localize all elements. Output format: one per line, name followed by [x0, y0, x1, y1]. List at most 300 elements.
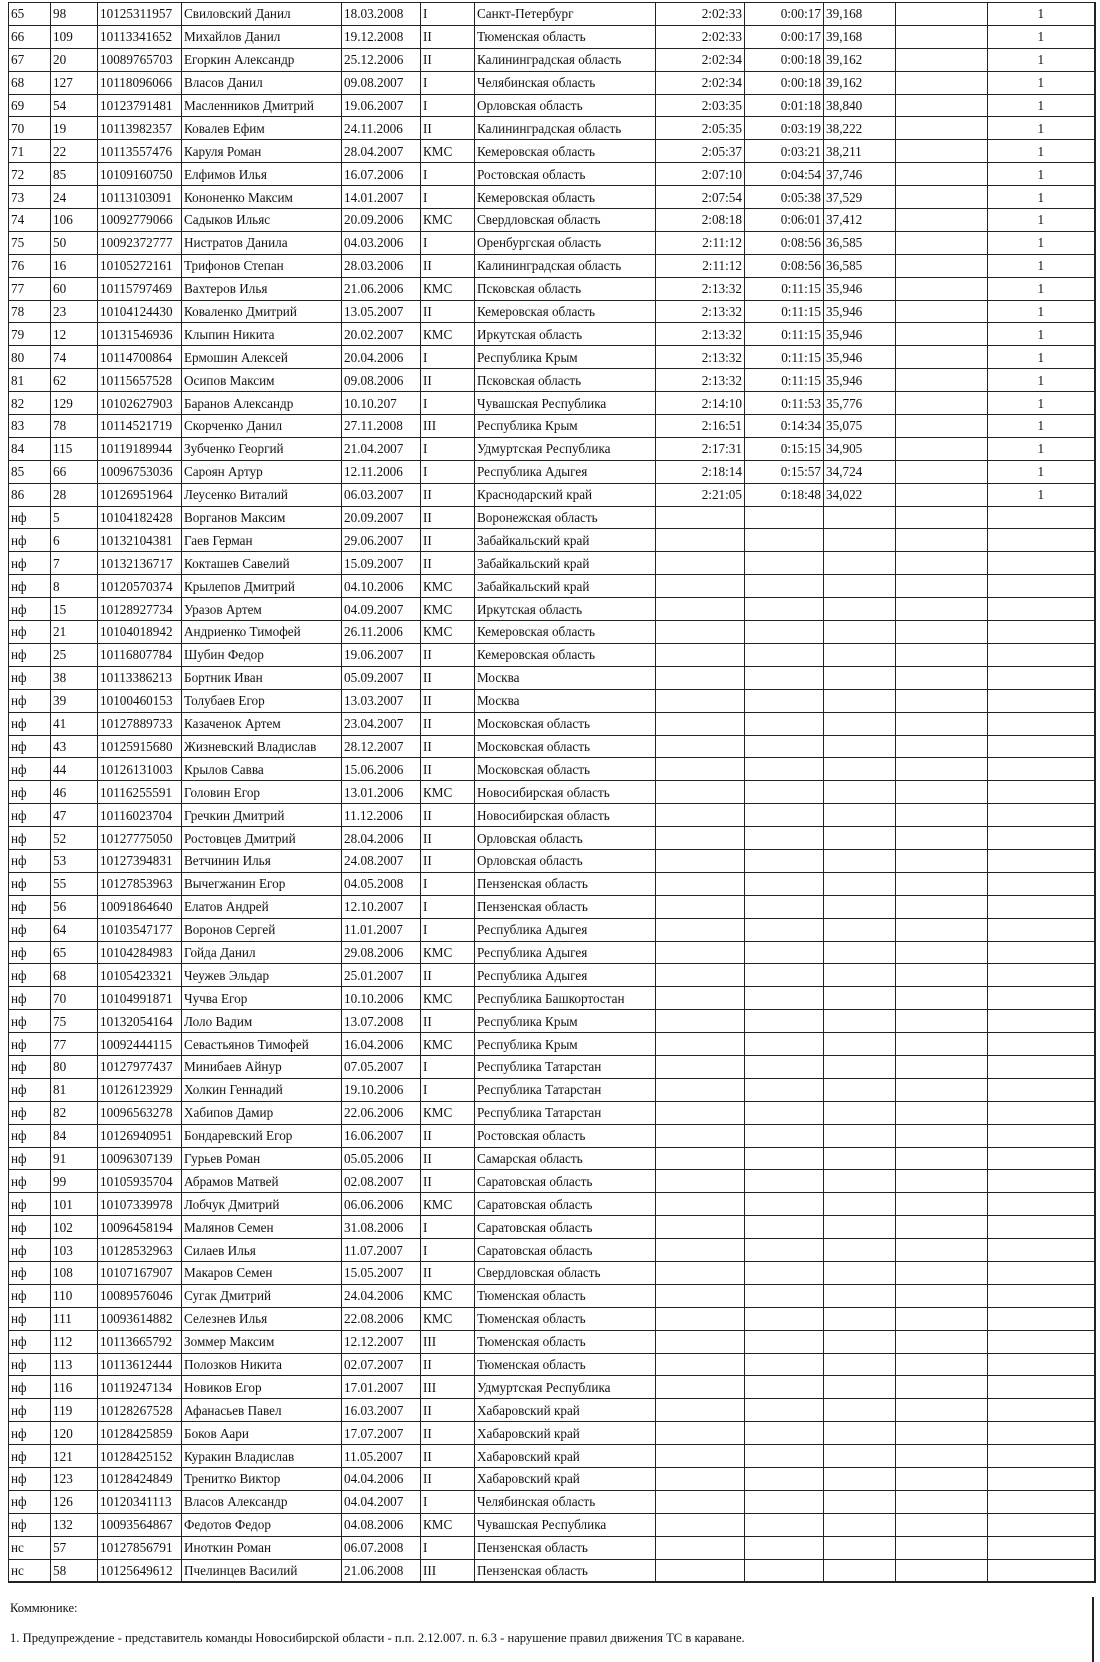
- cell-place: нф: [9, 964, 51, 987]
- table-row: [9, 460, 1095, 483]
- cell-points: 1: [988, 163, 1095, 186]
- cell-points: [988, 1422, 1095, 1445]
- cell-region: Республика Крым: [475, 415, 656, 438]
- cell-region: Тюменская область: [475, 1307, 656, 1330]
- cell-empty: [896, 392, 988, 415]
- cell-place: нф: [9, 1055, 51, 1078]
- cell-bib: 82: [51, 1101, 98, 1124]
- cell-time: [656, 827, 745, 850]
- cell-gap: 0:06:01: [745, 209, 824, 232]
- cell-empty: [896, 941, 988, 964]
- cell-empty: [896, 1216, 988, 1239]
- cell-gap: [745, 1261, 824, 1284]
- cell-name: Куракин Владислав: [182, 1445, 342, 1468]
- cell-name: Хабипов Дамир: [182, 1101, 342, 1124]
- cell-speed: [824, 529, 896, 552]
- cell-place: нф: [9, 529, 51, 552]
- cell-place: 86: [9, 483, 51, 506]
- cell-place: 80: [9, 346, 51, 369]
- cell-empty: [896, 1353, 988, 1376]
- cell-birth-date: 17.07.2007: [342, 1422, 421, 1445]
- cell-speed: [824, 712, 896, 735]
- cell-speed: [824, 941, 896, 964]
- cell-place: 84: [9, 437, 51, 460]
- cell-bib: 119: [51, 1399, 98, 1422]
- cell-gap: [745, 552, 824, 575]
- cell-bib: 44: [51, 758, 98, 781]
- cell-name: Гойда Данил: [182, 941, 342, 964]
- cell-name: Каруля Роман: [182, 140, 342, 163]
- cell-place: нф: [9, 1513, 51, 1536]
- cell-time: [656, 506, 745, 529]
- cell-birth-date: 05.09.2007: [342, 666, 421, 689]
- table-row: [9, 918, 1095, 941]
- cell-name: Макаров Семен: [182, 1261, 342, 1284]
- cell-time: 2:18:14: [656, 460, 745, 483]
- cell-gap: [745, 781, 824, 804]
- cell-gap: 0:11:15: [745, 300, 824, 323]
- cell-bib: 66: [51, 460, 98, 483]
- cell-name: Власов Данил: [182, 71, 342, 94]
- cell-points: 1: [988, 48, 1095, 71]
- cell-region: Челябинская область: [475, 71, 656, 94]
- cell-speed: [824, 575, 896, 598]
- cell-birth-date: 09.08.2006: [342, 369, 421, 392]
- table-row: [9, 712, 1095, 735]
- cell-birth-date: 06.06.2006: [342, 1193, 421, 1216]
- cell-name: Воронов Сергей: [182, 918, 342, 941]
- cell-region: Республика Крым: [475, 1033, 656, 1056]
- cell-uci-id: 10119247134: [98, 1376, 182, 1399]
- cell-points: [988, 827, 1095, 850]
- cell-bib: 64: [51, 918, 98, 941]
- cell-birth-date: 15.06.2006: [342, 758, 421, 781]
- cell-place: нф: [9, 575, 51, 598]
- cell-speed: [824, 1445, 896, 1468]
- cell-gap: [745, 1078, 824, 1101]
- cell-gap: [745, 849, 824, 872]
- cell-bib: 22: [51, 140, 98, 163]
- cell-category: I: [421, 872, 475, 895]
- cell-time: [656, 1307, 745, 1330]
- cell-place: 78: [9, 300, 51, 323]
- cell-empty: [896, 323, 988, 346]
- cell-birth-date: 02.08.2007: [342, 1170, 421, 1193]
- cell-time: [656, 758, 745, 781]
- cell-speed: [824, 552, 896, 575]
- cell-empty: [896, 94, 988, 117]
- cell-points: [988, 689, 1095, 712]
- cell-gap: [745, 1284, 824, 1307]
- cell-category: I: [421, 163, 475, 186]
- cell-region: Хабаровский край: [475, 1422, 656, 1445]
- cell-gap: [745, 1376, 824, 1399]
- cell-birth-date: 20.02.2007: [342, 323, 421, 346]
- cell-place: 85: [9, 460, 51, 483]
- cell-uci-id: 10091864640: [98, 895, 182, 918]
- table-row: [9, 964, 1095, 987]
- cell-bib: 102: [51, 1216, 98, 1239]
- cell-gap: [745, 1330, 824, 1353]
- cell-points: [988, 758, 1095, 781]
- cell-speed: 35,946: [824, 346, 896, 369]
- table-row: [9, 1490, 1095, 1513]
- cell-name: Селезнев Илья: [182, 1307, 342, 1330]
- table-row: [9, 1284, 1095, 1307]
- cell-points: 1: [988, 254, 1095, 277]
- table-row: [9, 1559, 1095, 1582]
- cell-time: [656, 781, 745, 804]
- cell-bib: 52: [51, 827, 98, 850]
- cell-region: Саратовская область: [475, 1239, 656, 1262]
- cell-region: Челябинская область: [475, 1490, 656, 1513]
- cell-time: [656, 1055, 745, 1078]
- cell-name: Масленников Дмитрий: [182, 94, 342, 117]
- cell-region: Санкт-Петербург: [475, 3, 656, 26]
- table-row: [9, 1261, 1095, 1284]
- cell-gap: 0:00:17: [745, 3, 824, 26]
- cell-uci-id: 10132104381: [98, 529, 182, 552]
- cell-points: [988, 1376, 1095, 1399]
- cell-points: [988, 552, 1095, 575]
- cell-empty: [896, 1078, 988, 1101]
- table-row: [9, 140, 1095, 163]
- cell-uci-id: 10102627903: [98, 392, 182, 415]
- cell-speed: 38,211: [824, 140, 896, 163]
- cell-birth-date: 04.04.2007: [342, 1490, 421, 1513]
- cell-uci-id: 10109160750: [98, 163, 182, 186]
- cell-speed: [824, 1033, 896, 1056]
- cell-gap: 0:11:53: [745, 392, 824, 415]
- cell-place: нф: [9, 1261, 51, 1284]
- cell-place: нф: [9, 1468, 51, 1491]
- cell-category: III: [421, 1376, 475, 1399]
- communique: [8, 1597, 1094, 1662]
- table-row: [9, 758, 1095, 781]
- cell-uci-id: 10113612444: [98, 1353, 182, 1376]
- cell-category: I: [421, 1216, 475, 1239]
- cell-points: [988, 1147, 1095, 1170]
- cell-speed: 35,946: [824, 300, 896, 323]
- table-row: [9, 1055, 1095, 1078]
- cell-time: [656, 1033, 745, 1056]
- cell-region: Псковская область: [475, 369, 656, 392]
- cell-gap: [745, 529, 824, 552]
- cell-uci-id: 10092444115: [98, 1033, 182, 1056]
- cell-name: Чеужев Эльдар: [182, 964, 342, 987]
- cell-bib: 98: [51, 3, 98, 26]
- cell-birth-date: 10.10.2006: [342, 987, 421, 1010]
- cell-place: нф: [9, 621, 51, 644]
- cell-uci-id: 10126940951: [98, 1124, 182, 1147]
- table-row: [9, 163, 1095, 186]
- cell-time: [656, 849, 745, 872]
- cell-name: Коваленко Дмитрий: [182, 300, 342, 323]
- cell-bib: 77: [51, 1033, 98, 1056]
- cell-time: 2:11:12: [656, 231, 745, 254]
- cell-gap: [745, 1536, 824, 1559]
- cell-category: II: [421, 117, 475, 140]
- cell-uci-id: 10114700864: [98, 346, 182, 369]
- table-row: [9, 392, 1095, 415]
- cell-region: Самарская область: [475, 1147, 656, 1170]
- cell-empty: [896, 1559, 988, 1582]
- cell-speed: [824, 1284, 896, 1307]
- cell-birth-date: 06.07.2008: [342, 1536, 421, 1559]
- cell-gap: [745, 1010, 824, 1033]
- cell-region: Орловская область: [475, 849, 656, 872]
- cell-empty: [896, 300, 988, 323]
- cell-gap: [745, 1422, 824, 1445]
- cell-name: Зубченко Георгий: [182, 437, 342, 460]
- cell-birth-date: 05.05.2006: [342, 1147, 421, 1170]
- cell-uci-id: 10128425859: [98, 1422, 182, 1445]
- cell-birth-date: 12.12.2007: [342, 1330, 421, 1353]
- cell-uci-id: 10114521719: [98, 415, 182, 438]
- cell-region: Орловская область: [475, 94, 656, 117]
- cell-name: Новиков Егор: [182, 1376, 342, 1399]
- cell-place: нф: [9, 735, 51, 758]
- cell-bib: 127: [51, 71, 98, 94]
- cell-bib: 99: [51, 1170, 98, 1193]
- table-row: [9, 323, 1095, 346]
- cell-speed: 39,168: [824, 25, 896, 48]
- cell-points: [988, 643, 1095, 666]
- cell-uci-id: 10113665792: [98, 1330, 182, 1353]
- table-row: [9, 941, 1095, 964]
- cell-gap: 0:08:56: [745, 231, 824, 254]
- cell-gap: 0:01:18: [745, 94, 824, 117]
- cell-birth-date: 29.08.2006: [342, 941, 421, 964]
- cell-points: [988, 1330, 1095, 1353]
- cell-category: II: [421, 1170, 475, 1193]
- cell-category: I: [421, 71, 475, 94]
- cell-empty: [896, 254, 988, 277]
- cell-place: нф: [9, 1170, 51, 1193]
- communique-title: Коммюнике:: [10, 1601, 78, 1615]
- cell-time: 2:05:37: [656, 140, 745, 163]
- cell-bib: 62: [51, 369, 98, 392]
- cell-empty: [896, 1170, 988, 1193]
- table-row: [9, 895, 1095, 918]
- cell-category: II: [421, 964, 475, 987]
- cell-time: [656, 1468, 745, 1491]
- cell-category: II: [421, 1468, 475, 1491]
- cell-place: нс: [9, 1536, 51, 1559]
- cell-name: Уразов Артем: [182, 598, 342, 621]
- cell-gap: 0:03:19: [745, 117, 824, 140]
- cell-points: [988, 1490, 1095, 1513]
- table-row: [9, 1445, 1095, 1468]
- cell-empty: [896, 3, 988, 26]
- cell-birth-date: 02.07.2007: [342, 1353, 421, 1376]
- cell-category: II: [421, 1445, 475, 1468]
- cell-points: 1: [988, 94, 1095, 117]
- cell-name: Тренитко Виктор: [182, 1468, 342, 1491]
- cell-points: 1: [988, 140, 1095, 163]
- cell-bib: 91: [51, 1147, 98, 1170]
- cell-empty: [896, 529, 988, 552]
- table-row: [9, 1513, 1095, 1536]
- cell-region: Калининградская область: [475, 254, 656, 277]
- cell-empty: [896, 804, 988, 827]
- cell-points: [988, 621, 1095, 644]
- cell-birth-date: 26.11.2006: [342, 621, 421, 644]
- cell-gap: 0:15:15: [745, 437, 824, 460]
- cell-place: нф: [9, 643, 51, 666]
- cell-time: 2:07:10: [656, 163, 745, 186]
- cell-speed: [824, 1353, 896, 1376]
- table-row: [9, 575, 1095, 598]
- cell-uci-id: 10104124430: [98, 300, 182, 323]
- cell-region: Республика Адыгея: [475, 964, 656, 987]
- cell-place: 83: [9, 415, 51, 438]
- cell-place: нф: [9, 1193, 51, 1216]
- cell-speed: [824, 1399, 896, 1422]
- cell-uci-id: 10089765703: [98, 48, 182, 71]
- cell-category: II: [421, 1147, 475, 1170]
- cell-birth-date: 20.09.2007: [342, 506, 421, 529]
- cell-birth-date: 22.06.2006: [342, 1101, 421, 1124]
- cell-bib: 8: [51, 575, 98, 598]
- cell-speed: [824, 1513, 896, 1536]
- cell-gap: [745, 621, 824, 644]
- cell-place: нф: [9, 1239, 51, 1262]
- cell-gap: 0:00:17: [745, 25, 824, 48]
- results-rows: [9, 3, 1095, 1583]
- cell-bib: 12: [51, 323, 98, 346]
- cell-bib: 65: [51, 941, 98, 964]
- cell-region: Воронежская область: [475, 506, 656, 529]
- cell-category: II: [421, 48, 475, 71]
- cell-birth-date: 04.03.2006: [342, 231, 421, 254]
- cell-gap: 0:14:34: [745, 415, 824, 438]
- cell-category: КМС: [421, 1513, 475, 1536]
- cell-bib: 129: [51, 392, 98, 415]
- cell-birth-date: 24.08.2007: [342, 849, 421, 872]
- cell-bib: 101: [51, 1193, 98, 1216]
- cell-time: 2:08:18: [656, 209, 745, 232]
- cell-region: Забайкальский край: [475, 575, 656, 598]
- cell-points: [988, 1010, 1095, 1033]
- cell-uci-id: 10103547177: [98, 918, 182, 941]
- table-row: [9, 3, 1095, 26]
- cell-time: 2:13:32: [656, 369, 745, 392]
- cell-speed: 35,946: [824, 323, 896, 346]
- cell-uci-id: 10127977437: [98, 1055, 182, 1078]
- cell-birth-date: 21.06.2006: [342, 277, 421, 300]
- cell-gap: [745, 964, 824, 987]
- cell-empty: [896, 186, 988, 209]
- cell-gap: [745, 666, 824, 689]
- cell-speed: [824, 758, 896, 781]
- cell-bib: 46: [51, 781, 98, 804]
- cell-region: Московская область: [475, 735, 656, 758]
- cell-gap: [745, 804, 824, 827]
- cell-uci-id: 10128532963: [98, 1239, 182, 1262]
- cell-speed: [824, 1078, 896, 1101]
- cell-category: II: [421, 643, 475, 666]
- cell-bib: 126: [51, 1490, 98, 1513]
- cell-region: Псковская область: [475, 277, 656, 300]
- cell-points: 1: [988, 3, 1095, 26]
- cell-name: Пчелинцев Василий: [182, 1559, 342, 1582]
- cell-category: I: [421, 346, 475, 369]
- cell-birth-date: 28.03.2006: [342, 254, 421, 277]
- cell-place: 77: [9, 277, 51, 300]
- cell-birth-date: 19.06.2007: [342, 94, 421, 117]
- cell-points: [988, 1193, 1095, 1216]
- cell-points: [988, 941, 1095, 964]
- cell-speed: [824, 1216, 896, 1239]
- cell-region: Свердловская область: [475, 209, 656, 232]
- cell-bib: 23: [51, 300, 98, 323]
- cell-region: Чувашская Республика: [475, 1513, 656, 1536]
- cell-time: [656, 941, 745, 964]
- cell-gap: 0:18:48: [745, 483, 824, 506]
- cell-place: нф: [9, 804, 51, 827]
- cell-region: Пензенская область: [475, 1536, 656, 1559]
- cell-points: 1: [988, 460, 1095, 483]
- cell-birth-date: 09.08.2007: [342, 71, 421, 94]
- table-row: [9, 437, 1095, 460]
- cell-uci-id: 10132136717: [98, 552, 182, 575]
- cell-points: [988, 1445, 1095, 1468]
- table-row: [9, 300, 1095, 323]
- cell-points: [988, 964, 1095, 987]
- cell-region: Ростовская область: [475, 1124, 656, 1147]
- cell-time: [656, 872, 745, 895]
- cell-name: Крылов Савва: [182, 758, 342, 781]
- cell-points: 1: [988, 392, 1095, 415]
- cell-category: II: [421, 506, 475, 529]
- cell-speed: 39,168: [824, 3, 896, 26]
- cell-speed: [824, 1193, 896, 1216]
- cell-birth-date: 25.01.2007: [342, 964, 421, 987]
- cell-bib: 109: [51, 25, 98, 48]
- table-row: [9, 781, 1095, 804]
- cell-region: Краснодарский край: [475, 483, 656, 506]
- cell-birth-date: 15.09.2007: [342, 552, 421, 575]
- cell-time: [656, 1239, 745, 1262]
- cell-category: I: [421, 1055, 475, 1078]
- cell-name: Афанасьев Павел: [182, 1399, 342, 1422]
- cell-points: 1: [988, 231, 1095, 254]
- cell-speed: [824, 1147, 896, 1170]
- cell-place: нф: [9, 987, 51, 1010]
- cell-category: I: [421, 1536, 475, 1559]
- cell-name: Лоло Вадим: [182, 1010, 342, 1033]
- cell-region: Удмуртская Республика: [475, 437, 656, 460]
- cell-place: нф: [9, 849, 51, 872]
- cell-points: 1: [988, 209, 1095, 232]
- cell-speed: [824, 872, 896, 895]
- cell-speed: [824, 666, 896, 689]
- cell-name: Бондаревский Егор: [182, 1124, 342, 1147]
- cell-region: Хабаровский край: [475, 1399, 656, 1422]
- cell-region: Забайкальский край: [475, 529, 656, 552]
- cell-category: I: [421, 3, 475, 26]
- cell-category: II: [421, 483, 475, 506]
- cell-speed: [824, 804, 896, 827]
- cell-bib: 58: [51, 1559, 98, 1582]
- cell-time: [656, 804, 745, 827]
- cell-points: 1: [988, 71, 1095, 94]
- cell-uci-id: 10105935704: [98, 1170, 182, 1193]
- cell-region: Хабаровский край: [475, 1468, 656, 1491]
- cell-time: 2:05:35: [656, 117, 745, 140]
- cell-category: I: [421, 460, 475, 483]
